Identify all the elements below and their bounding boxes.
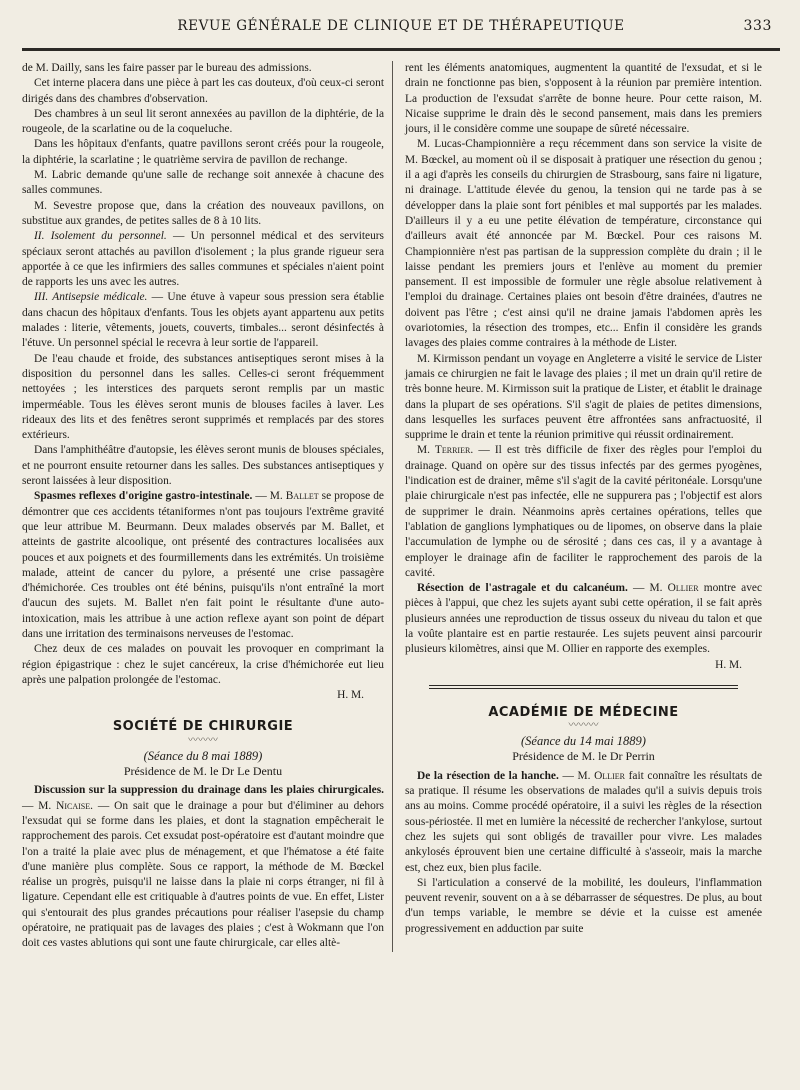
paragraph xyxy=(405,581,762,657)
journal-title: REVUE GÉNÉRALE DE CLINIQUE ET DE THÉRAPEUTIQUE xyxy=(177,18,625,34)
session-date: (Séance du 14 mai 1889) xyxy=(521,734,646,749)
paragraph: M. Lucas-Championnière a reçu récemment dans son service la visite de M. Bœckel, au moment où il se disposait à pratiquer une résection du genou ; il a agi d'après les conseils du chirurgien de Strasbourg, sans faire ni ligature, ni drainage. L'attitude élevée du genou, la tension qui ne tarde pas à se développer dans la plaie sont fort pénibles et mal supportés par les malades. D'ailleurs il y a eu une petite élévation de température, circonstance qui d'ailleurs avait été annoncée par M. Bœckel. Pour ces raisons M. Championnière n'est pas partisan de la suppression complète du drain ; il le laisse pendant les premiers jours et l'enlève au moment du premier pansement. Il est impossible de formuler une règle absolue relativement à l'emploi du drainage. Certaines plaies ont besoin d'être drainées, d'autres ne doivent pas l'être ; c'est ainsi qu'il ne draine jamais l'abdomen après les ovariotomies, la résection des trompes, etc... Enfin il considère les grands lavages des plaies comme contraires à la méthode de Lister. xyxy=(405,138,762,350)
presidency: Présidence de M. le Dr Le Dentu xyxy=(123,764,283,779)
presidency: Présidence de M. le Dr Perrin xyxy=(512,749,655,764)
paragraph: Des chambres à un seul lit seront annexées au pavillon de la diphtérie, de la rougeole, de la scarlatine ou de la coqueluche. xyxy=(22,107,384,136)
paragraph: Chez deux de ces malades on pouvait les provoquer en comprimant la région épigastrique : chez le sujet cancéreux, la crise d'hémichorée eut lieu après une palpation prolongée de l'estomac. xyxy=(22,643,384,686)
article-heading: Résection de l'astragale et du calcanéum. xyxy=(417,582,628,595)
author: — M. Ollier xyxy=(627,582,699,595)
ornament-divider: 〰〰〰 xyxy=(568,720,599,732)
article-heading: De la résection de la hanche. xyxy=(417,769,559,782)
paragraph-text: — Il est très difficile de fixer des règles pour l'emploi du drainage. Quand on opère sur des tissus infectés par des germes pyogènes, l'indication est de drainer, même s'il s'agit de la cavité péritonéale. Lorsqu'une plaie chirurgicale n'est pas infectée, elle ne suppurera pas ; l'objectif est alors de supprimer le drain. Néanmoins après certaines opérations, telles que l'ablation de ganglions lymphatiques ou de lipomes, on observe dans la plaie l'accumulation de lymphe ou de sérosité ; dans ces cas, il y a avantage à employer le drainage afin de faciliter le rapprochement des parois de la cavité. xyxy=(405,444,762,579)
session-date: (Séance du 8 mai 1889) xyxy=(143,748,263,763)
paragraph: Cet interne placera dans une pièce à part les cas douteux, d'où ceux-ci seront dirigés dans des chambres d'observation. xyxy=(22,77,384,105)
paragraph-text: montre avec pièces à l'appui, que chez les sujets ayant subi cette opération, il se fait après plusieurs années une reproduction de tissus osseux du niveau du talon et que la voûte plantaire est en partie restaurée. Les sujets peuvent ainsi parcourir plusieurs kilomètres, ainsi que M. Ollier en rapporte des exemples. xyxy=(405,582,762,656)
author: — M. Ollier xyxy=(558,769,625,782)
paragraph-text: — Un personnel médical et des serviteurs spéciaux seront attachés au pavillon d'isolement ; la plus grande rigueur sera apportée à ce que les infirmiers des salles communes et spéciales n'aient point de rapports les uns avec les autres. xyxy=(22,230,384,289)
paragraph xyxy=(405,443,762,581)
paragraph xyxy=(22,290,384,351)
two-column-body xyxy=(22,61,780,952)
paragraph: de M. Dailly, sans les faire passer par le bureau des admissions. xyxy=(22,62,312,74)
paragraph: rent les éléments anatomiques, augmentent la quantité de l'exsudat, et si le drain ne fonctionne pas bien, s'opposent à la réunion par première intention. La production de l'exsudat s'arrête de bonne heure. Pour cette raison, M. Nicaise supprime le drain dès le second pansement, mais dans les premiers jours, il le considère comme une soupape de sûreté nécessaire. xyxy=(405,62,762,136)
article-heading: Discussion sur la suppression du drainage dans les plaies chirurgicales. xyxy=(34,784,384,797)
section-title: ACADÉMIE DE MÉDECINE xyxy=(488,704,679,720)
paragraph: M. Sevestre propose que, dans la création des nouveaux pavillons, on substitue aux grandes, de petites salles de 8 à 10 lits. xyxy=(22,199,384,227)
paragraph: M. Kirmisson pendant un voyage en Angleterre a visité le service de Lister jamais ce chirurgien ne fait le lavage des plaies ; il met un drain qu'il retire de très bonne heure. M. Kirmisson suit la pratique de Lister, et établit le drainage dans la plupart de ses opérations. S'il s'agit de plaies de petites dimensions, dans lesquelles les surfaces peuvent être affrontées sans anfractuosité, il supprime le drain et tente la réunion primitive qui réussit ordinairement. xyxy=(405,352,762,442)
subsection-label: II. Isolement du personnel. xyxy=(34,230,167,243)
paragraph: Dans l'amphithéâtre d'autopsie, les élèves seront munis de blouses spéciales, et ne pourront ensuite retourner dans les salles. Des substances antiseptiques y seront laissées à leur disposition. xyxy=(22,444,384,488)
author: M. Terrier. xyxy=(417,444,474,457)
paragraph: Dans les hôpitaux d'enfants, quatre pavillons seront créés pour la rougeole, la diphtérie, la scarlatine ; le quatrième servira de pavillon de rechange. xyxy=(22,138,384,166)
section-title: SOCIÉTÉ DE CHIRURGIE xyxy=(112,719,294,735)
paragraph-text: se propose de démontrer que ces accidents tétaniformes n'ont pas toujours l'extrême gravité que leur attribue M. Beurmann. Deux malades observés par M. Ballet, et atteints de gastrite alcoolique, ont présenté des contractures localisées aux pouces et aux poignets et des fourmillements dans les extrémités. Un troisième malade, atteint de cancer du pylore, a présenté une crise passagère d'hémichorée. Ces troubles ont été bénins, puisqu'ils n'ont entraîné la mort d'aucun des sujets. M. Ballet n'en fait point le résultante d'une auto-intoxication, mais les attribue à une action reflexe ayant son point de départ dans une irritation des terminaisons nerveuses de l'estomac. xyxy=(22,490,384,640)
paragraph-text: fait connaître les résultats de sa pratique. Il résume les observations de malades qu'il a suivis depuis trois ans au moins. Comme procédé opératoire, il a suivi les règles de la résection sous-périostée. Il met en lumière la nécessité de rechercher l'ankylose, surtout chez les sujets qui sont obligés de travailler pour vivre. Les malades ankylosés éprouvent bien une certaine difficulté à s'asseoir, mais la marche est, chez eux, bien plus facile. xyxy=(405,769,763,874)
paragraph: De l'eau chaude et froide, des substances antiseptiques seront mises à la disposition du personnel dans les salles. Celles-ci seront fréquemment nettoyées ; les interstices des parquets seront remplis par un mastic imperméable. Tous les élèves seront munis de blouses faciles à laver. Les rideaux des lits et des fenêtres seront supprimés et remplacés par des stores extérieurs. xyxy=(22,352,384,442)
paragraph: Si l'articulation a conservé de la mobilité, les douleurs, l'inflammation peuvent revenir, souvent on a à se débarrasser de séquestres. De plus, au bout d'un temps variable, le membre se dévie et la cuisse est amenée progressivement en adduction par suite xyxy=(405,876,762,935)
author: — M. Nicaise. xyxy=(22,799,93,812)
article-heading: Spasmes reflexes d'origine gastro-intestinale. xyxy=(34,490,253,503)
section-divider xyxy=(429,685,738,689)
paragraph-text: — On sait que le drainage a pour but d'éliminer au dehors l'exsudat qui se forme dans les plaies, et dont la stagnation empêcherait le rapprochement des parois. Cet exsudat post-opératoire est d'autant moindre que l'on a traité la plaie avec plus de ménagement, et que l'hématose a été faite d'une manière plus complète. Sous ce rapport, la méthode de M. Bœckel réalise un progrès, puisqu'il ne laisse dans la plaie ni corps étranger, ni fil à ligature. Cependant elle est critiquable à d'autres points de vue. En effet, Lister qui s'entourait des plus grandes précautions pour réaliser l'asepsie du champ opératoire, ne pratiquait pas de lavages des plaies ; c'est à Wokmann que l'on doit ces vastes ablutions qui sont une faute chirurgicale, car elles altè- xyxy=(22,799,385,950)
paragraph xyxy=(22,489,384,642)
signature: H. M. xyxy=(337,689,364,702)
signature: H. M. xyxy=(715,658,742,671)
header-rule xyxy=(22,48,780,51)
paragraph xyxy=(405,769,762,876)
left-column xyxy=(22,61,392,952)
paragraph xyxy=(22,229,384,290)
right-column xyxy=(392,61,762,952)
subsection-label: III. Antisepsie médicale. xyxy=(34,291,148,304)
running-header xyxy=(22,18,780,44)
paragraph: M. Labric demande qu'une salle de rechange soit annexée à chacune des salles communes. xyxy=(22,169,384,197)
ornament-divider: 〰〰〰 xyxy=(188,734,218,746)
paragraph xyxy=(22,783,384,951)
page-number: 333 xyxy=(743,18,772,34)
paragraph-text: — Une étuve à vapeur sous pression sera établie dans chacun des hôpitaux d'enfants. Tous les objets ayant appartenu aux petits malades : literie, vêtements, jouets, couverts, timbales... seront désinfectés à l'étuve. Un personnel spécial le recevra à leur sortie de l'appareil. xyxy=(22,291,385,350)
author: — M. Ballet xyxy=(252,490,319,503)
